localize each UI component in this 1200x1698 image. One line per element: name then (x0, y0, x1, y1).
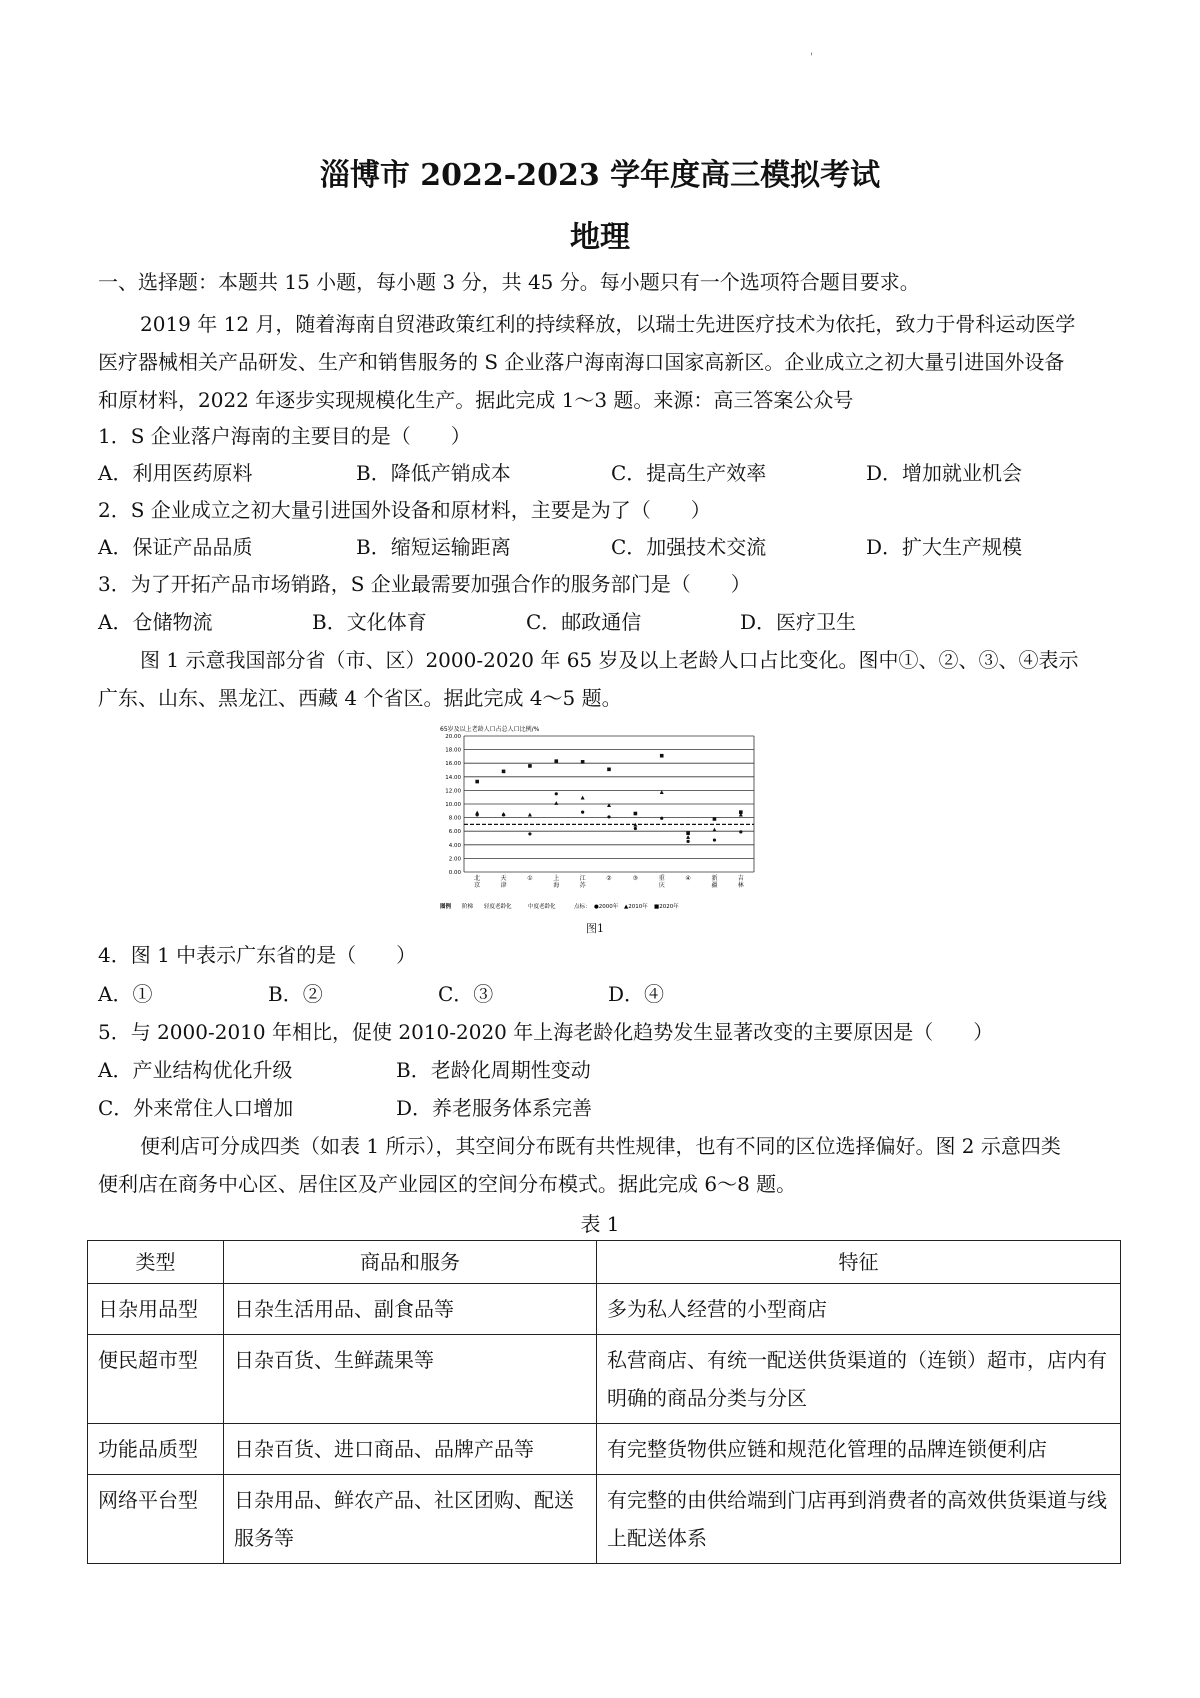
point-2020 (528, 764, 532, 768)
q1-option-a: A．利用医药原料 (98, 461, 253, 485)
section-heading: 一、选择题：本题共 15 小题，每小题 3 分，共 45 分。每小题只有一个选项符合题目要求。 (98, 270, 920, 294)
x-category-label: 海 (553, 882, 560, 889)
legend-item: 轻度老龄化 (484, 904, 512, 910)
passage1-line: 医疗器械相关产品研发、生产和销售服务的 S 企业落户海南海口国家高新区。企业成立之初大量引进国外设备 (98, 350, 1065, 374)
chart-title: 65岁及以上老龄人口占总人口比例/% (440, 726, 540, 733)
table-1-title: 表 1 (580, 1212, 620, 1236)
point-2020 (554, 759, 558, 763)
table-cell: 日杂百货、生鲜蔬果等 (224, 1335, 597, 1424)
point-2020 (502, 770, 506, 774)
x-category-label: 林 (737, 882, 744, 889)
y-tick-label: 16.00 (445, 761, 461, 768)
point-2010 (475, 811, 479, 815)
point-2010 (686, 835, 690, 839)
legend-item: 点标： (574, 904, 591, 910)
y-tick-label: 4.00 (448, 842, 461, 849)
x-category-label: 新 (711, 875, 718, 882)
x-category-label: 上 (553, 875, 560, 882)
q1-option-d: D．增加就业机会 (866, 461, 1023, 485)
q1-option-c: C．提高生产效率 (611, 461, 767, 485)
y-tick-label: 20.00 (445, 734, 461, 740)
table-row (88, 1284, 1121, 1335)
table-cell: 多为私人经营的小型商店 (597, 1284, 1121, 1335)
y-tick-label: 6.00 (448, 829, 461, 836)
passage3-line: 便利店在商务中心区、居住区及产业园区的空间分布模式。据此完成 6～8 题。 (98, 1172, 797, 1196)
table-cell: 私营商店、有统一配送供货渠道的（连锁）超市，店内有明确的商品分类与分区 (597, 1335, 1121, 1424)
point-2010 (554, 801, 558, 805)
y-tick-label: 10.00 (445, 802, 461, 808)
passage2-line: 图 1 示意我国部分省（市、区）2000-2020 年 65 岁及以上老龄人口占比变化。图中①、②、③、④表示 (140, 648, 1079, 672)
point-2010 (528, 813, 532, 817)
point-2020 (739, 810, 743, 814)
y-tick-label: 8.00 (448, 815, 461, 822)
point-2000 (713, 838, 716, 841)
q3-option-a: A．仓储物流 (98, 610, 213, 634)
table-cell: 有完整的由供给端到门店再到消费者的高效供货渠道与线上配送体系 (597, 1475, 1121, 1564)
x-category-label: ① (527, 875, 533, 882)
passage1-line: 和原材料，2022 年逐步实现规模化生产。据此完成 1～3 题。来源：高三答案公众号 (98, 388, 854, 412)
y-tick-label: 12.00 (445, 788, 461, 795)
q2-option-d: D．扩大生产规模 (866, 535, 1023, 559)
table-cell: 日杂百货、进口商品、品牌产品等 (224, 1424, 597, 1475)
legend-item: ■2020年 (654, 904, 679, 910)
x-category-label: 北 (474, 875, 481, 882)
scan-dot: ' (810, 52, 813, 63)
x-category-label: 津 (500, 882, 507, 889)
question-5-stem: 5．与 2000-2010 年相比，促使 2010-2020 年上海老龄化趋势发生显著改变的主要原因是（ ） (98, 1020, 994, 1044)
x-category-label: 京 (474, 882, 481, 889)
legend-item: 阶梯 (462, 904, 474, 910)
legend-item: ▲2010年 (624, 904, 648, 910)
question-4-stem: 4．图 1 中表示广东省的是（ ） (98, 943, 417, 967)
q4-option-a: A．① (98, 982, 153, 1006)
q2-option-c: C．加强技术交流 (611, 535, 767, 559)
question-2-stem: 2．S 企业成立之初大量引进国外设备和原材料，主要是为了（ ） (98, 498, 711, 522)
y-tick-label: 14.00 (445, 774, 461, 781)
q3-option-b: B．文化体育 (312, 610, 427, 634)
point-2020 (660, 754, 664, 758)
point-2020 (581, 760, 585, 764)
table-cell: 日杂用品、鲜农产品、社区团购、配送服务等 (224, 1475, 597, 1564)
table-1 (87, 1240, 1121, 1564)
question-3-stem: 3．为了开拓产品市场销路，S 企业最需要加强合作的服务部门是（ ） (98, 572, 751, 596)
point-2010 (502, 812, 506, 816)
q2-option-b: B．缩短运输距离 (356, 535, 511, 559)
q1-option-b: B．降低产销成本 (356, 461, 511, 485)
table-row (88, 1475, 1121, 1564)
table-row (88, 1424, 1121, 1475)
q3-option-d: D．医疗卫生 (740, 610, 857, 634)
x-category-label: ④ (685, 875, 691, 882)
point-2000 (739, 830, 742, 833)
point-2010 (581, 796, 585, 800)
table-cell: 网络平台型 (88, 1475, 224, 1564)
q4-option-b: B．② (268, 982, 323, 1006)
point-2000 (581, 811, 584, 814)
x-category-label: 庆 (658, 882, 665, 889)
y-tick-label: 0.00 (448, 870, 461, 876)
x-category-label: ③ (632, 875, 639, 882)
exam-title: 淄博市 2022-2023 学年度高三模拟考试 (319, 158, 881, 193)
x-category-label: 吉 (737, 875, 744, 882)
point-2000 (686, 840, 689, 843)
x-category-label: 江 (579, 875, 586, 882)
q3-option-c: C．邮政通信 (526, 610, 642, 634)
q2-option-a: A．保证产品品质 (98, 535, 253, 559)
passage2-line: 广东、山东、黑龙江、西藏 4 个省区。据此完成 4～5 题。 (98, 686, 622, 710)
q5-option-a: A．产业结构优化升级 (98, 1058, 293, 1082)
table-cell: 便民超市型 (88, 1335, 224, 1424)
table-header-cell: 特征 (597, 1241, 1121, 1284)
table-cell: 功能品质型 (88, 1424, 224, 1475)
x-category-label: 苏 (579, 882, 586, 889)
point-2000 (660, 817, 663, 820)
table-cell: 有完整货物供应链和规范化管理的品牌连锁便利店 (597, 1424, 1121, 1475)
x-category-label: 天 (500, 875, 507, 882)
point-2020 (607, 768, 611, 772)
q4-option-d: D．④ (608, 982, 665, 1006)
point-2020 (634, 812, 638, 816)
point-2020 (686, 831, 690, 835)
q5-option-c: C．外来常住人口增加 (98, 1096, 294, 1120)
point-2010 (660, 790, 664, 794)
point-2000 (528, 832, 531, 835)
x-category-label: 疆 (711, 882, 718, 889)
x-category-label: ② (606, 875, 612, 882)
point-2020 (713, 817, 717, 821)
table-cell: 日杂用品型 (88, 1284, 224, 1335)
figure-1-chart (436, 722, 762, 912)
point-2020 (475, 780, 479, 784)
q5-option-d: D．养老服务体系完善 (396, 1096, 593, 1120)
point-2000 (607, 815, 610, 818)
table-header-cell: 商品和服务 (224, 1241, 597, 1284)
point-2000 (555, 792, 558, 795)
legend-item: 中度老龄化 (528, 904, 556, 910)
table-cell: 日杂生活用品、副食品等 (224, 1284, 597, 1335)
passage1-line: 2019 年 12 月，随着海南自贸港政策红利的持续释放，以瑞士先进医疗技术为依托，致力于骨科运动医学 (140, 312, 1076, 336)
legend-item: ●2000年 (594, 904, 619, 910)
table-header-cell: 类型 (88, 1241, 224, 1284)
q4-option-c: C．③ (438, 982, 494, 1006)
y-tick-label: 18.00 (445, 747, 461, 754)
point-2010 (712, 828, 716, 832)
q5-option-b: B．老龄化周期性变动 (396, 1058, 591, 1082)
legend-item: 图例 (440, 904, 452, 910)
passage3-line: 便利店可分成四类（如表 1 所示），其空间分布既有共性规律，也有不同的区位选择偏好。图 2 示意四类 (140, 1134, 1061, 1158)
table-header-row (88, 1241, 1121, 1284)
aging-scatter-chart (436, 722, 762, 912)
question-1-stem: 1．S 企业落户海南的主要目的是（ ） (98, 424, 471, 448)
x-category-label: 重 (658, 875, 665, 882)
subject-title: 地理 (570, 220, 630, 255)
figure-caption: 图1 (586, 922, 604, 935)
table-row (88, 1335, 1121, 1424)
y-tick-label: 2.00 (448, 856, 461, 863)
point-2000 (634, 827, 637, 830)
